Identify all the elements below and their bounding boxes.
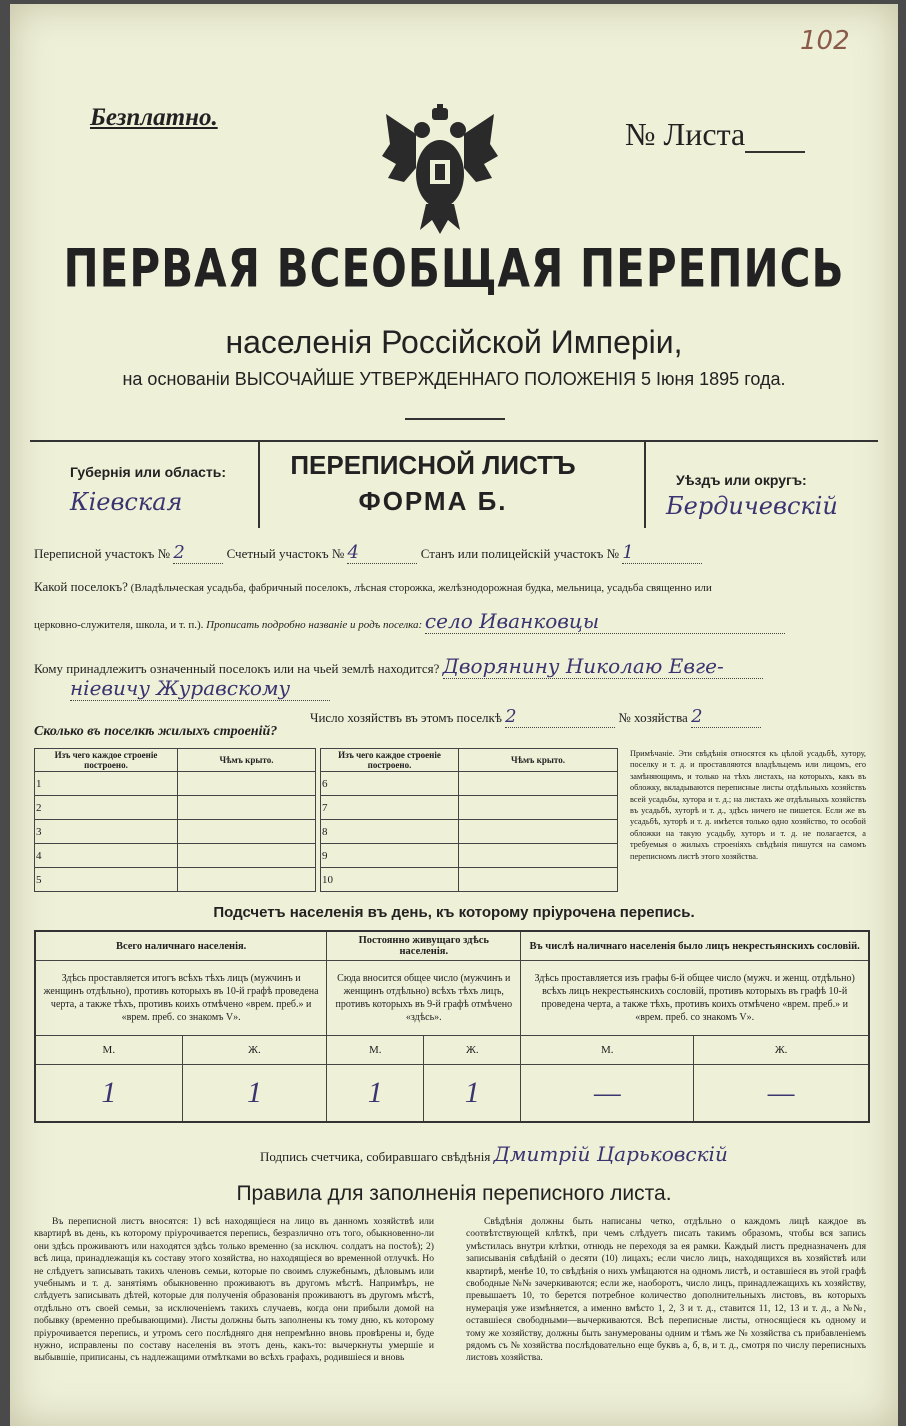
signature-label: Подпись счетчика, собиравшаго свѣдѣнія (260, 1149, 491, 1164)
row-number: 6 (321, 772, 459, 796)
rules-right-column: Свѣдѣнія должны быть написаны четко, отдѣльно о каждомъ лицѣ каждое въ соотвѣтствующей клѣткѣ, при чемъ слѣдуетъ писать такимъ образомъ, чтобы вся запись умѣстилась внутри клѣтки, отнюдь не переходя за ея рамки. Каждый листъ предназначенъ для записыванія свѣдѣній о десяти (10) лицахъ; если число лицъ, находящихся въ хозяйствѣ или квартирѣ, менѣе 10, то свѣдѣнія о нихъ умѣщаются на одномъ листѣ, и оставшіеся въ этой графѣ свободные №№ зачеркиваются; если же, наоборотъ, число лицъ, принадлежащихъ къ хозяйству, превышаетъ 10, то берется потребное количество дополнительныхъ листовъ, въ которыхъ нумерація уже измѣняется, а именно вмѣсто 1, 2, 3 и т. д., ставится 11, 12, 13 и т. д., а №№, оставшіеся свободными—вычеркиваются. Всѣ переписные листы, относящіеся къ одному и тому же хозяйству, должны быть занумерованы одним и тѣмъ же № хозяйства съ прибавленіемъ рядомъ съ № хозяйства послѣдовательно еще буквъ а, б, в, и т. д., смотря по числу переписныхъ листовъ хозяйства. (466, 1216, 866, 1364)
settlement-hint: (Владѣльческая усадьба, фабричный поселокъ, лѣсная сторожка, желѣзнодорожная будка, мельница, усадьба священно или (130, 582, 712, 594)
settlement-value: село Иванковцы (425, 609, 785, 634)
buildings-table-left (34, 748, 316, 892)
col3-desc: Здѣсь проставляется изъ графы 6-й общее число (мужч. и женщ. отдѣльно) всѣхъ лицъ некрестьянскихъ сословій, противъ которыхъ въ графѣ 10-й проведена черта, а также тѣхъ, противъ коихъ отмѣчено «врем. преб.» и «врем. преб. со знакомъ V». (521, 961, 869, 1036)
row-number: 2 (35, 796, 178, 820)
row-number: 1 (35, 772, 178, 796)
resident-female-value: 1 (424, 1065, 521, 1123)
col2-head: Постоянно живущаго здѣсь населенія. (327, 931, 521, 961)
row-number: 8 (321, 820, 459, 844)
row-number: 10 (321, 868, 459, 892)
handwritten-page-number: 102 (800, 26, 850, 56)
female-label: Ж. (424, 1036, 521, 1065)
settlement-hint-2: церковно-служителя, школа, и т. п.). (34, 619, 204, 631)
households-value: 2 (505, 706, 615, 728)
sheet-number-label: № Листа (625, 116, 746, 152)
settlement-line-2 (34, 609, 785, 634)
form-title: ПЕРЕПИСНОЙ ЛИСТЪ (290, 450, 576, 480)
households-line (310, 706, 761, 728)
stan-value: 1 (622, 542, 702, 564)
table-row (321, 844, 618, 868)
uezd-cell (644, 442, 880, 528)
table-row (35, 868, 316, 892)
col-roof: Чѣмъ крыто. (178, 749, 316, 772)
col1-desc: Здѣсь проставляется итогъ всѣхъ тѣхъ лицъ (мужчинъ и женщинъ отдѣльно), противъ которыхъ въ 10-й графѣ проведена черта, а также тѣхъ, противъ коихъ отмѣчено «врем. преб.» и «врем. преб. со знакомъ V». (35, 961, 327, 1036)
form-name: ФОРМА Б. (358, 486, 508, 516)
table-row (321, 820, 618, 844)
table-row (35, 796, 316, 820)
guberniya-value: Кіевская (70, 488, 183, 516)
population-title: Подсчетъ населенія въ день, къ которому пріурочена перепись. (213, 904, 695, 921)
settlement-line (34, 579, 712, 595)
sheet-number (625, 116, 805, 153)
table-row (35, 844, 316, 868)
table-row (35, 772, 316, 796)
buildings-note: Примѣчаніе. Эти свѣдѣнія относятся къ цѣлой усадьбѣ, хутору, поселку и т. д. и проставляются владѣльцемъ или лицомъ, его замѣняющимъ, и только на тѣхъ листахъ, на которыхъ, какъ въ обложку, вкладываются переписные листы отдѣльныхъ хозяйствъ всей усадьбы, хутора и т. д.; на листахъ же отдѣльныхъ хозяйствъ въ усадьбѣ, хуторѣ и т. д., здѣсь ничего не пишется. Если же въ усадьбѣ, хуторѣ и т. д. имѣется только одно хозяйство, то особой обложки на такую усадьбу, хуторъ и т. д. не полагается, а требуемыя о жилыхъ строеніяхъ свѣдѣнія пишутся на самомъ переписномъ листѣ этого хозяйства. (630, 749, 866, 861)
roof-cell (459, 868, 618, 892)
nonpeasant-male-value: — (521, 1065, 694, 1123)
table-row (35, 820, 316, 844)
owner-label: Кому принадлежитъ означенный поселокъ или на чьей землѣ находится? (34, 661, 440, 676)
free-label: Безплатно. (90, 104, 218, 131)
present-female-value: 1 (182, 1065, 327, 1123)
table-row (321, 772, 618, 796)
census-sheet (10, 4, 898, 1426)
buildings-table-right (320, 748, 618, 892)
stan-label: Станъ или полицейскій участокъ № (420, 546, 620, 561)
col2-desc: Сюда вносится общее число (мужчинъ и женщинъ отдѣльно) всѣхъ тѣхъ лицъ, противъ которыхъ въ 9-й графѣ отмѣчено «здѣсь». (327, 961, 521, 1036)
buildings-label: Сколько въ поселкѣ жилыхъ строеній? (34, 724, 278, 739)
female-label: Ж. (182, 1036, 327, 1065)
population-table (34, 930, 870, 1123)
roof-cell (459, 820, 618, 844)
page-title: ПЕРВАЯ ВСЕОБЩАЯ ПЕРЕПИСЬ (63, 237, 845, 300)
page-subtitle: населенія Россійской Имперіи, (225, 324, 683, 360)
rules-title: Правила для заполненія переписного листа. (236, 1182, 672, 1205)
rules-left-column: Въ переписной листъ вносятся: 1) всѣ находящіеся на лицо въ данномъ хозяйствѣ или квартирѣ въ день, къ которому пріурочивается перепись, безразлично отъ того, обыкновенно-ли они здѣсь проживаютъ или находятся здѣсь только временно (за исключ. солдатъ на постоѣ); 2) всѣ лица, принадлежащія къ составу этого хозяйства, но находящіеся во временной отлучкѣ. Но не слѣдуетъ записывать такихъ членовъ семьи, которые по своимъ служебнымъ, дѣловымъ или учебнымъ и т. д. занятіямъ обыкновенно проживаютъ въ другомъ мѣстѣ. Напримѣръ, не слѣдуетъ записывать дѣтей, которые для полученія образованія проживаютъ въ другомъ мѣстѣ, отдѣльно отъ своей семьи, за исключеніемъ такихъ случаевъ, когда они прибыли домой на побывку (временно пребывающими). Листы должны быть заполнены къ тому дню, къ которому пріурочивается перепись, и утромъ сего послѣдняго дня непремѣнно вновь провѣрены и, буде нужно, исправлены по составу населенія въ этотъ день, какъ-то: вычеркнуты умершіе и выбывшіе, приписаны, съ надлежащими отмѣтками во всѣхъ графахъ, родившіеся и вновь (34, 1216, 434, 1364)
signature-line (260, 1142, 728, 1166)
male-label: М. (327, 1036, 424, 1065)
col3-head: Въ числѣ наличнаго населенія было лицъ некрестьянскихъ сословій. (521, 931, 869, 961)
present-male-value: 1 (35, 1065, 182, 1123)
signature-value: Дмитрій Царьковскій (493, 1142, 728, 1166)
guberniya-label: Губернія или область: (70, 464, 227, 480)
roof-cell (178, 868, 316, 892)
roof-cell (459, 772, 618, 796)
roof-cell (459, 796, 618, 820)
count-district-label: Счетный участокъ № (226, 546, 345, 561)
row-number: 9 (321, 844, 459, 868)
sheet-number-box (745, 123, 805, 153)
settlement-instruction: Прописать подробно названіе и родъ поселка: (206, 619, 423, 631)
census-district-value: 2 (173, 542, 223, 564)
roof-cell (178, 844, 316, 868)
owner-value-2: ніевичу Журавскому (70, 676, 330, 701)
owner-line-2 (70, 676, 330, 701)
col-roof: Чѣмъ крыто. (459, 749, 618, 772)
roof-cell (459, 844, 618, 868)
roof-cell (178, 796, 316, 820)
table-row (321, 796, 618, 820)
nonpeasant-female-value: — (694, 1065, 869, 1123)
settlement-label: Какой поселокъ? (34, 579, 128, 594)
row-number: 7 (321, 796, 459, 820)
uezd-label: Уѣздъ или округъ: (676, 472, 807, 488)
row-number: 4 (35, 844, 178, 868)
table-row (321, 868, 618, 892)
roof-cell (178, 772, 316, 796)
female-label: Ж. (694, 1036, 869, 1065)
households-label: Число хозяйствъ въ этомъ поселкѣ (310, 710, 502, 725)
col-material: Изъ чего каждое строеніе построено. (321, 749, 459, 772)
household-number-label: № хозяйства (618, 710, 688, 725)
divider (405, 418, 505, 420)
guberniya-cell (30, 442, 260, 528)
row-number: 3 (35, 820, 178, 844)
district-line (34, 542, 702, 564)
household-number-value: 2 (691, 706, 761, 728)
uezd-value: Бердичевскій (666, 492, 838, 520)
roof-cell (178, 820, 316, 844)
row-number: 5 (35, 868, 178, 892)
count-district-value: 4 (347, 542, 417, 564)
imperial-eagle-emblem (380, 104, 500, 236)
owner-value-1: Дворянину Николаю Евге- (443, 654, 763, 679)
resident-male-value: 1 (327, 1065, 424, 1123)
census-district-label: Переписной участокъ № (34, 546, 171, 561)
col1-head: Всего наличнаго населенія. (35, 931, 327, 961)
legal-basis: на основаніи ВЫСОЧАЙШЕ УТВЕРЖДЕННАГО ПОЛОЖЕНІЯ 5 Іюня 1895 года. (122, 369, 786, 389)
male-label: М. (521, 1036, 694, 1065)
male-label: М. (35, 1036, 182, 1065)
col-material: Изъ чего каждое строеніе построено. (35, 749, 178, 772)
